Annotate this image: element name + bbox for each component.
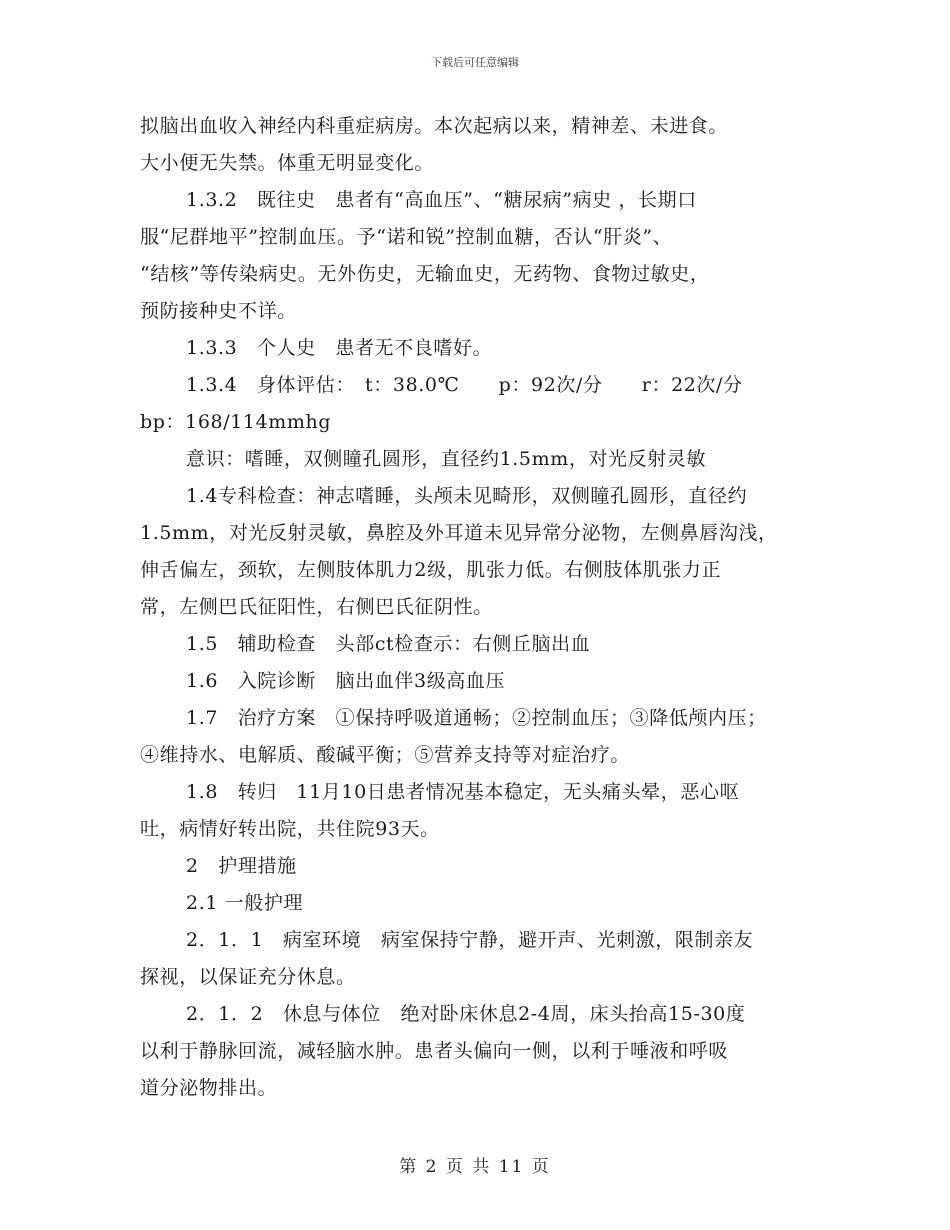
body-line: 伸舌偏左，颈软，左侧肢体肌力2级，肌张力低。右侧肢体肌张力正 (140, 559, 722, 581)
body-line: 预防接种史不详。 (140, 300, 297, 322)
body-line: 1.6 入院诊断 脑出血伴3级高血压 (186, 670, 506, 692)
body-line: 1.5 辅助检查 头部ct检查示：右侧丘脑出血 (186, 633, 591, 655)
body-line: 2．1．1 病室环境 病室保持宁静，避开声、光刺激，限制亲友 (186, 929, 754, 951)
body-line: 以利于静脉回流，减轻脑水肿。患者头偏向一侧，以利于唾液和呼吸 (140, 1040, 729, 1062)
body-line: 1.8 转归 11月10日患者情况基本稳定，无头痛头晕，恶心呕 (186, 781, 740, 803)
page-number-footer: 第 2 页 共 11 页 (399, 1157, 551, 1177)
subsection-heading: 2.1 一般护理 (186, 892, 304, 914)
section-heading: 2 护理措施 (186, 855, 297, 877)
body-line: ④维持水、电解质、酸碱平衡；⑤营养支持等对症治疗。 (140, 744, 631, 766)
body-line: 1.3.3 个人史 患者无不良嗜好。 (186, 337, 493, 359)
body-line: 1.3.4 身体评估： t：38.0℃ p：92次/分 r：22次/分 (186, 374, 743, 396)
body-line: 2．1．2 休息与体位 绝对卧床休息2-4周，床头抬高15-30度 (186, 1003, 746, 1025)
body-line: “结核”等传染病史。无外伤史，无输血史，无药物、食物过敏史， (140, 263, 710, 285)
body-line: 1.7 治疗方案 ①保持呼吸道通畅；②控制血压；③降低颅内压； (186, 707, 767, 729)
body-line: 拟脑出血收入神经内科重症病房。本次起病以来，精神差、未进食。 (140, 115, 729, 137)
body-line: 意识：嗜睡，双侧瞳孔圆形，直径约1.5mm，对光反射灵敏 (186, 448, 707, 470)
body-line: 吐，病情好转出院，共住院93天。 (140, 818, 440, 840)
body-line: 道分泌物排出。 (140, 1077, 278, 1099)
body-line: 服“尼群地平”控制血压。予“诺和锐”控制血糖，否认“肝炎”、 (140, 226, 673, 248)
body-line: 常，左侧巴氏征阳性，右侧巴氏征阴性。 (140, 596, 493, 618)
body-line: bp：168/114mmhg (140, 411, 332, 433)
body-line: 探视，以保证充分休息。 (140, 966, 356, 988)
body-line: 1.4专科检查：神志嗜睡，头颅未见畸形，双侧瞳孔圆形，直径约 (186, 485, 748, 507)
document-body (140, 108, 820, 1107)
body-line: 1.3.2 既往史 患者有“高血压”、“糖尿病”病史 ，长期口 (186, 189, 697, 211)
body-line: 大小便无失禁。体重无明显变化。 (140, 152, 435, 174)
page-header-note: 下载后可任意编辑 (431, 56, 519, 69)
body-line: 1.5mm，对光反射灵敏，鼻腔及外耳道未见异常分泌物，左侧鼻唇沟浅， (140, 522, 778, 544)
